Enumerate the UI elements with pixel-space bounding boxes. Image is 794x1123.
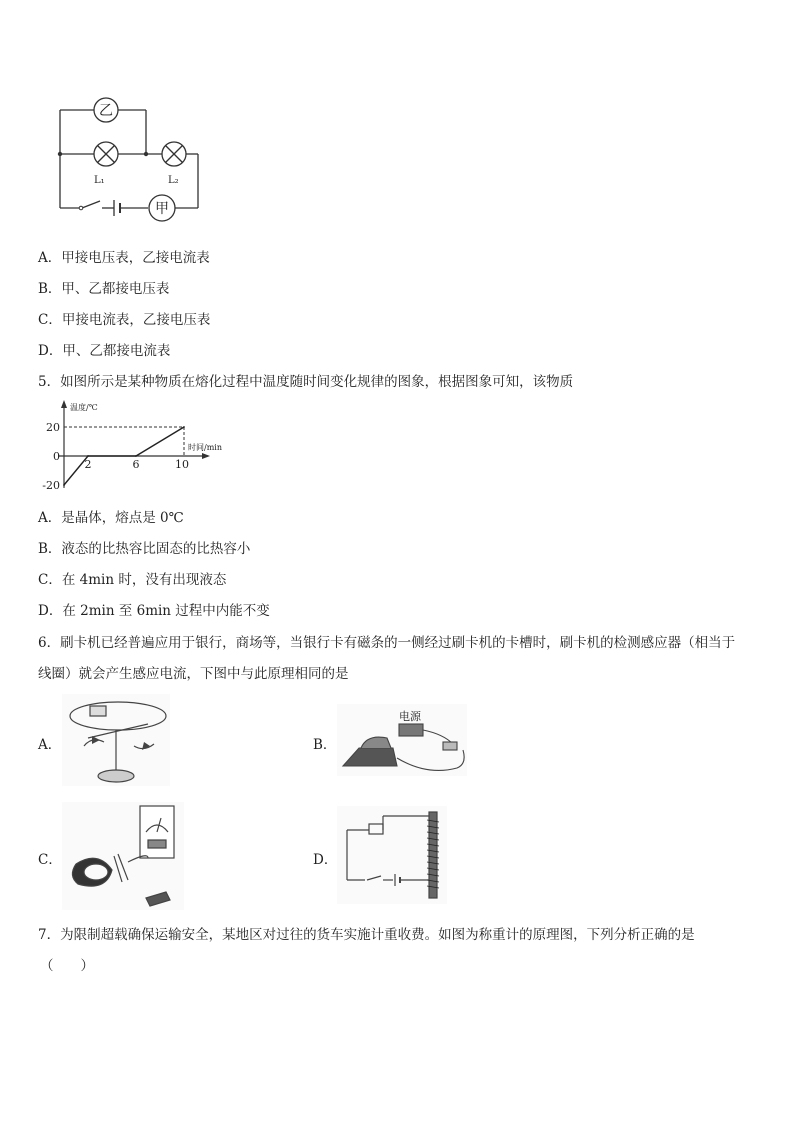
x-axis-label: 时间/min — [188, 443, 222, 452]
q4-option-b: B．甲、乙都接电压表 — [38, 281, 170, 297]
q5-option-c: C．在 4min 时，没有出现液态 — [38, 572, 227, 588]
q6-figure-a-electromagnet-rotor — [62, 694, 170, 786]
q6-stem-line2: 线圈）就会产生感应电流，下图中与此原理相同的是 — [38, 666, 349, 682]
q5-stem: 5．如图所示是某种物质在熔化过程中温度随时间变化规律的图象，根据图象可知，该物质 — [38, 374, 574, 390]
q5-temperature-chart — [36, 398, 222, 496]
data-point-0 — [63, 484, 65, 486]
y-axis-arrow — [61, 400, 67, 408]
y-tick-0: 0 — [53, 450, 60, 463]
q7-answer-paren: （ ） — [40, 958, 94, 974]
q5-option-d: D．在 2min 至 6min 过程中内能不变 — [38, 603, 270, 619]
q6-figure-d-electromagnet-circuit — [337, 806, 447, 904]
data-point-3 — [183, 426, 185, 428]
q5-option-a: A．是晶体，熔点是 0℃ — [38, 510, 184, 526]
x-tick-2: 2 — [84, 458, 92, 471]
x-tick-6: 6 — [132, 458, 140, 471]
q6-stem-line1: 6．刷卡机已经普遍应用于银行，商场等，当银行卡有磁条的一侧经过刷卡机的卡槽时，刷卡机的检测感应器（相当于 — [38, 635, 736, 651]
q6-option-a-label: A． — [38, 737, 62, 753]
q6-option-d-label: D． — [313, 852, 338, 868]
y-axis-label: 温度/℃ — [70, 403, 98, 412]
meter-jia-label: 甲 — [155, 201, 169, 217]
x-tick-10: 10 — [175, 458, 189, 471]
y-tick-20: 20 — [46, 421, 60, 434]
lamp-l1-label: L₁ — [94, 175, 105, 186]
q6-option-b-label: B． — [313, 737, 337, 753]
q6-option-c-label: C． — [38, 852, 62, 868]
y-tick-neg20: -20 — [42, 479, 60, 492]
q4-circuit-diagram — [50, 88, 210, 216]
x-axis-arrow — [202, 453, 210, 459]
lamp-l2-label: L₂ — [168, 175, 179, 186]
q4-option-c: C．甲接电流表，乙接电压表 — [38, 312, 211, 328]
q6-figure-c-magnet-coil-galvanometer — [62, 802, 184, 910]
data-point-1 — [87, 455, 89, 457]
q6-figure-b-power-label: 电源 — [399, 710, 421, 723]
q5-option-b: B．液态的比热容比固态的比热容小 — [38, 541, 251, 557]
q4-option-a: A．甲接电压表，乙接电流表 — [38, 250, 210, 266]
q4-option-d: D．甲、乙都接电流表 — [38, 343, 171, 359]
q7-stem: 7．为限制超载确保运输安全，某地区对过往的货车实施计重收费。如图为称重计的原理图，下列分析正确的是 — [38, 927, 695, 943]
data-point-2 — [135, 455, 137, 457]
meter-yi-label: 乙 — [99, 103, 113, 119]
q6-figure-b-electric-iron — [337, 704, 467, 776]
